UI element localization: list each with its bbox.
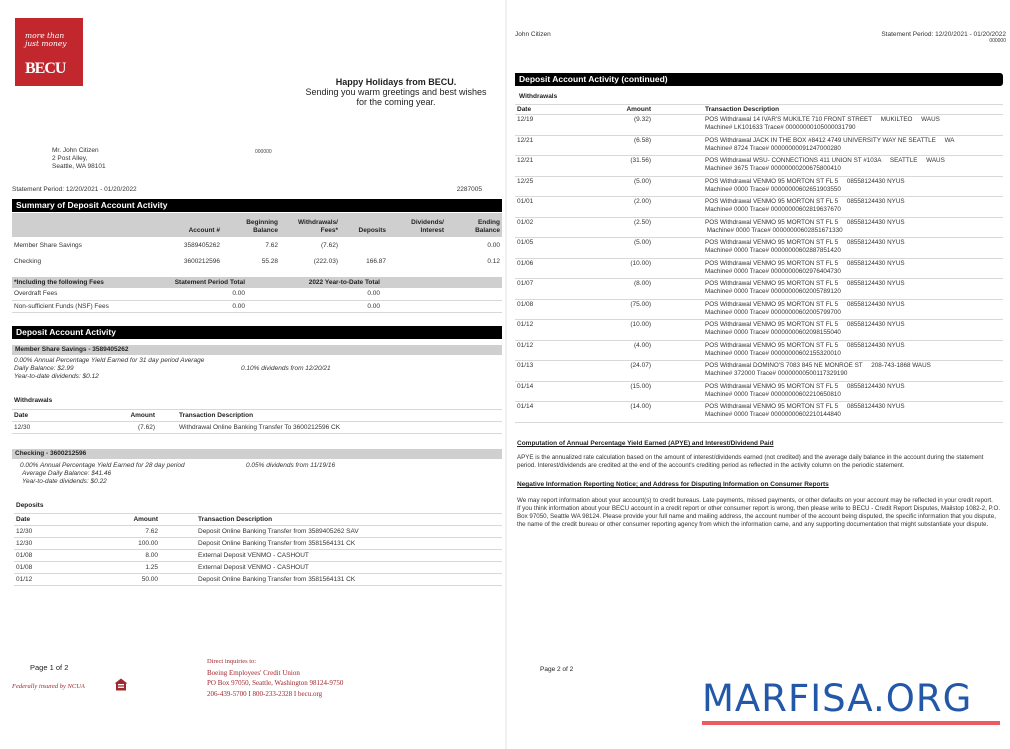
transaction-row	[515, 217, 1003, 238]
statement-period: Statement Period: 12/20/2021 - 01/20/2022	[12, 186, 137, 193]
transaction-row	[515, 176, 1003, 197]
holiday-greeting: Happy Holidays from BECU. Sending you warm greetings and best wishes for the coming year.	[305, 77, 487, 107]
savings-apy: 0.00% Annual Percentage Yield Earned for 31 day period Average Daily Balance: $2.99 Year-to-date dividends: $0.12	[14, 357, 205, 380]
tx-date: 01/14	[517, 382, 534, 390]
tx-description: POS Withdrawal VENMO 95 MORTON ST FL 5 08558124430 NYUS Machine# 0000 Trace# 00000000602976404730	[705, 259, 905, 275]
org-contact: 206-439-5700 I 800-233-2328 I becu.org	[207, 689, 323, 698]
col-withdrawals: Withdrawals/ Fees*	[297, 219, 338, 234]
apye-title: Computation of Annual Percentage Yield Earned (APYE) and Interest/Dividend Paid	[517, 440, 774, 447]
summary-row: Member Share Savings 3589405262 7.62 (7.62) 0.00	[14, 241, 500, 249]
tx-description: POS Withdrawal VENMO 95 MORTON ST FL 5 08558124430 NYUS Machine# 0000 Trace# 00000000602819637670	[705, 198, 905, 213]
tx-date: 01/05	[517, 239, 534, 246]
savings-dividend-rate: 0.10% dividends from 12/20/21	[241, 365, 331, 372]
tx-amount: (5.00)	[634, 177, 651, 185]
transaction-row: 12/30 7.62 Deposit Online Banking Transfer from 3589405262 SAV	[14, 526, 502, 538]
apye-body: APYE is the annualized rate calculation based on the amount of interest/dividends earned (not credited) and the average daily balance in the account during the statement period. Interest/dividends are credited at the end of the account's crediting period as reflected in the activity column on the periodic statement.	[517, 454, 984, 469]
withdrawals-table: Date Amount Transaction Description 12/19 (9.32) POS Withdrawal 14 IVAR'S MUKILTE 710 FRONT STREET MUKILTEO WAUS Machine# LK101633 Trace# 00000000105000031790 12/21 (6.58) POS Withdrawal JACK IN THE BOX #8412 4749 UNIVERSITY WAY NE SEATTLE WA Machine# 8724 Trace# 00000000091247000280 12/21 (31.56) POS Withdrawal WSU- CONNECTIONS 411 UNION ST #103A SEATTLE WAUS Machine# 3675 Trace# 00000000200675800410 12/25 (5.00) POS Withdrawal VENMO 95 MORTON ST FL 5 08558124430 NYUS Machine# 0000 Trace# 00000000602651903550 01/01 (2.00) POS Withdrawal VENMO 95 MORTON ST FL 5 08558124430 NYUS Machine# 0000 Trace# 00000000602819637670 01/02 (2.50) POS Withdrawal VENMO 95 MORTON ST FL 5 08558124430 NYUS Machine# 0000 Trace# 00000000602851671330 01/05 (5.00) POS Withdrawal VENMO 95 MORTON ST FL 5 08558124430 NYUS Machine# 0000 Trace# 00000000602887851420 01/06 (10.00) POS Withdrawal VENMO 95 MORTON ST FL 5 08558124430 NYUS Machine# 0000 Trace# 00000000602976404730 01/07 (8.00) POS Withdrawal VENMO 95 MORTON ST FL 5 08558124430 NYUS Machine# 0000 Trace# 00000000602005789120 01/08 (75.00) POS Withdrawal VENMO 95 MORTON ST FL 5 08558124430 NYUS Machine# 0000 Trace# 00000000602005799700 01/12 (10.00) POS Withdrawal VENMO 95 MORTON ST FL 5 08558124430 NYUS Machine# 0000 Trace# 00000000602098155040 01/12 (4.00) POS Withdrawal VENMO 95 MORTON ST FL 5 08558124430 NYUS Machine# 0000 Trace# 00000000602155320010 01/13 (24.07) POS Withdrawal DOMINO'S 7083 845 NE MONROE ST 208-743-1868 WAUS Machine# 372000 Trace# 00000000500117329190 01/14 (15.00) POS Withdrawal VENMO 95 MORTON ST FL 5 08558124430 NYUS Machine# 0000 Trace# 00000000602210650810 01/14 (14.00) POS Withdrawal VENMO 95 MORTON ST FL 5 08558124430 NYUS Machine# 0000 Trace# 00000000602210144840	[515, 104, 1003, 423]
summary-row: Checking 3600212596 55.28 (222.03) 166.87 0.12	[14, 257, 500, 265]
tx-date: 01/08	[517, 300, 534, 308]
transaction-row: 12/30 (7.62) Withdrawal Online Banking Transfer To 3600212596 CK	[12, 422, 502, 434]
transaction-row	[515, 156, 1003, 177]
tx-amount: (24.07)	[630, 362, 651, 369]
savings-withdrawals-label: Withdrawals	[14, 397, 53, 404]
tx-description: POS Withdrawal VENMO 95 MORTON ST FL 5 08558124430 NYUS Machine# 0000 Trace# 00000000602155320010	[705, 341, 905, 357]
fees-table	[12, 277, 502, 313]
logo-mark: BECU	[25, 60, 66, 77]
tx-amount: (6.58)	[634, 136, 651, 144]
col-deposits: Deposits	[358, 227, 386, 234]
transaction-row: 01/08 8.00 External Deposit VENMO - CASHOUT	[14, 550, 502, 562]
tx-date: 01/06	[517, 259, 534, 267]
transaction-row	[515, 340, 1003, 361]
negative-info-title: Negative Information Reporting Notice; and Address for Disputing Information on Consumer Reports	[517, 481, 829, 488]
tx-description: POS Withdrawal DOMINO'S 7083 845 NE MONROE ST 208-743-1868 WAUS Machine# 372000 Trace# 00000000500117329190	[705, 362, 931, 377]
transaction-row	[515, 320, 1003, 341]
tx-description: POS Withdrawal WSU- CONNECTIONS 411 UNION ST #103A SEATTLE WAUS Machine# 3675 Trace# 00000000200675800410	[705, 157, 945, 172]
tx-date: 01/07	[517, 280, 534, 287]
tx-amount: (9.32)	[634, 116, 651, 123]
statement-page-2	[507, 0, 1010, 749]
transaction-row	[515, 299, 1003, 320]
transaction-row: 01/12 50.00 Deposit Online Banking Transfer from 3581564131 CK	[14, 574, 502, 586]
summary-table	[12, 213, 502, 269]
tx-date: 12/19	[517, 116, 534, 123]
tx-amount: (31.56)	[630, 157, 651, 164]
tx-date: 12/21	[517, 136, 534, 144]
tx-amount: (10.00)	[630, 321, 651, 328]
checking-deposits-label: Deposits	[16, 502, 44, 509]
account-code: 000000	[255, 149, 272, 155]
tx-description: POS Withdrawal VENMO 95 MORTON ST FL 5 08558124430 NYUS Machine# 0000 Trace# 00000000602210144840	[705, 403, 905, 418]
equal-housing-icon	[114, 678, 128, 691]
summary-header-row	[12, 213, 502, 237]
col-beginning: Beginning Balance	[246, 219, 278, 234]
transaction-row	[515, 381, 1003, 402]
org-name: Boeing Employees' Credit Union	[207, 668, 300, 677]
activity-continued-header: Deposit Account Activity (continued)	[515, 73, 1003, 86]
tx-description: POS Withdrawal VENMO 95 MORTON ST FL 5 08558124430 NYUS Machine# 0000 Trace# 00000000602851671330	[705, 218, 905, 234]
transaction-row	[515, 258, 1003, 279]
statement-period-header: Statement Period: 12/20/2021 - 01/20/2022 000000	[881, 31, 1006, 44]
tx-date: 12/21	[517, 157, 534, 164]
col-account: Account #	[188, 227, 220, 234]
tx-date: 12/25	[517, 177, 534, 185]
direct-inquiries: Direct inquiries to: Boeing Employees' Credit Union PO Box 97050, Seattle, Washington 98124-9750 206-439-5700 I 800-233-2328 I becu.org	[207, 658, 344, 698]
tx-date: 01/12	[517, 321, 534, 328]
tx-amount: (8.00)	[634, 280, 651, 287]
activity-section-header: Deposit Account Activity	[12, 326, 502, 339]
tx-description: POS Withdrawal VENMO 95 MORTON ST FL 5 08558124430 NYUS Machine# 0000 Trace# 00000000602210650810	[705, 382, 905, 398]
watermark-underline	[702, 721, 1000, 725]
tx-description: POS Withdrawal VENMO 95 MORTON ST FL 5 08558124430 NYUS Machine# 0000 Trace# 00000000602651903550	[705, 177, 905, 193]
col-dividends: Dividends/ Interest	[411, 219, 444, 234]
transaction-row	[515, 197, 1003, 218]
transaction-row	[515, 238, 1003, 259]
checking-subheader: Checking - 3600212596	[12, 449, 502, 459]
tx-description: POS Withdrawal VENMO 95 MORTON ST FL 5 08558124430 NYUS Machine# 0000 Trace# 00000000602005789120	[705, 280, 905, 295]
fee-row: Non-sufficient Funds (NSF) Fees 0.00 0.00	[12, 300, 502, 312]
savings-withdrawals-table: Date Amount Transaction Description 12/30 (7.62) Withdrawal Online Banking Transfer To 3600212596 CK	[12, 409, 502, 434]
transaction-row	[515, 115, 1003, 136]
ncua-notice: Federally insured by NCUA	[12, 683, 85, 690]
summary-section-header: Summary of Deposit Account Activity	[12, 199, 502, 212]
tx-amount: (75.00)	[630, 300, 651, 308]
tx-amount: (2.50)	[634, 218, 651, 226]
tx-amount: (5.00)	[634, 239, 651, 246]
tx-amount: (10.00)	[630, 259, 651, 267]
org-address: PO Box 97050, Seattle, Washington 98124-9750	[207, 679, 344, 687]
tx-description: POS Withdrawal JACK IN THE BOX #8412 4749 UNIVERSITY WAY NE SEATTLE WA Machine# 8724 Trace# 00000000091247000280	[705, 136, 955, 152]
fees-header-row: *Including the following Fees Statement Period Total 2022 Year-to-Date Total	[12, 277, 502, 288]
transaction-row	[515, 279, 1003, 300]
tx-amount: (2.00)	[634, 198, 651, 205]
transaction-row	[515, 361, 1003, 382]
watermark-text: MARFISA.ORG	[702, 677, 973, 720]
tx-date: 01/13	[517, 362, 534, 369]
negative-info-body: We may report information about your account(s) to credit bureaus. Late payments, missed payments, or other defaults on your account may be reflected in your credit report. If you think information about your BECU account in a credit report or other consumer report is wrong, then please write to BECU - Credit Report Disputes, Mailstop 1082-2, P.O. Box 97050, Seattle WA 98124. Please provide your full name and mailing address, the account number of the account being disputed, the specific information that you dispute, the name of the credit bureau or other consumer reporting agency from which the information came, and any supporting documentation that might substantiate your dispute.	[517, 497, 1001, 528]
address-name: Mr. John Citizen	[52, 147, 99, 154]
page-number: Page 1 of 2	[30, 663, 69, 672]
tx-description: POS Withdrawal 14 IVAR'S MUKILTE 710 FRONT STREET MUKILTEO WAUS Machine# LK101633 Trace# 00000000105000031790	[705, 116, 940, 131]
becu-logo	[15, 18, 83, 86]
tx-description: POS Withdrawal VENMO 95 MORTON ST FL 5 08558124430 NYUS Machine# 0000 Trace# 00000000602887851420	[705, 239, 905, 254]
fee-row: Overdraft Fees 0.00 0.00	[12, 288, 502, 300]
address-street: 2 Post Alley,	[52, 155, 88, 162]
address-city: Seattle, WA 98101	[52, 163, 106, 170]
withdrawals-label: Withdrawals	[519, 93, 558, 100]
marfisa-watermark	[702, 677, 1000, 725]
tx-date: 01/01	[517, 198, 534, 205]
tx-date: 01/12	[517, 341, 534, 349]
tx-amount: (15.00)	[630, 382, 651, 390]
checking-deposits-table: Date Amount Transaction Description 12/30 7.62 Deposit Online Banking Transfer from 3589405262 SAV 12/30 100.00 Deposit Online Banking Transfer from 3581564131 CK 01/08 8.00 External Deposit VENMO - CASHOUT 01/08 1.25 External Deposit VENMO - CASHOUT 01/12 50.00 Deposit Online Banking Transfer from 3581564131 CK	[14, 513, 502, 586]
page-number: Page 2 of 2	[540, 666, 574, 673]
mailing-address	[52, 147, 106, 171]
col-ending: Ending Balance	[475, 219, 500, 234]
savings-subheader: Member Share Savings - 3589405262	[12, 345, 502, 355]
tx-date: 01/02	[517, 218, 534, 226]
logo-tagline: more than just money	[25, 31, 67, 48]
tx-amount: (14.00)	[630, 403, 651, 410]
checking-apy: 0.00% Annual Percentage Yield Earned for 28 day period Average Daily Balance: $41.46 Year-to-date dividends: $0.22	[20, 462, 185, 485]
statement-period-line	[12, 186, 482, 193]
tx-date: 01/14	[517, 403, 534, 410]
transaction-row	[515, 135, 1003, 156]
transaction-row: 01/08 1.25 External Deposit VENMO - CASHOUT	[14, 562, 502, 574]
account-holder-name: John Citizen	[515, 31, 551, 38]
transaction-row	[515, 402, 1003, 423]
checking-dividend-rate: 0.05% dividends from 11/19/16	[246, 462, 336, 469]
tx-description: POS Withdrawal VENMO 95 MORTON ST FL 5 08558124430 NYUS Machine# 0000 Trace# 00000000602098155040	[705, 321, 905, 336]
tx-amount: (4.00)	[634, 341, 651, 349]
tx-description: POS Withdrawal VENMO 95 MORTON ST FL 5 08558124430 NYUS Machine# 0000 Trace# 00000000602005799700	[705, 300, 905, 316]
transaction-row: 12/30 100.00 Deposit Online Banking Transfer from 3581564131 CK	[14, 538, 502, 550]
statement-number: 2287005	[456, 186, 482, 193]
